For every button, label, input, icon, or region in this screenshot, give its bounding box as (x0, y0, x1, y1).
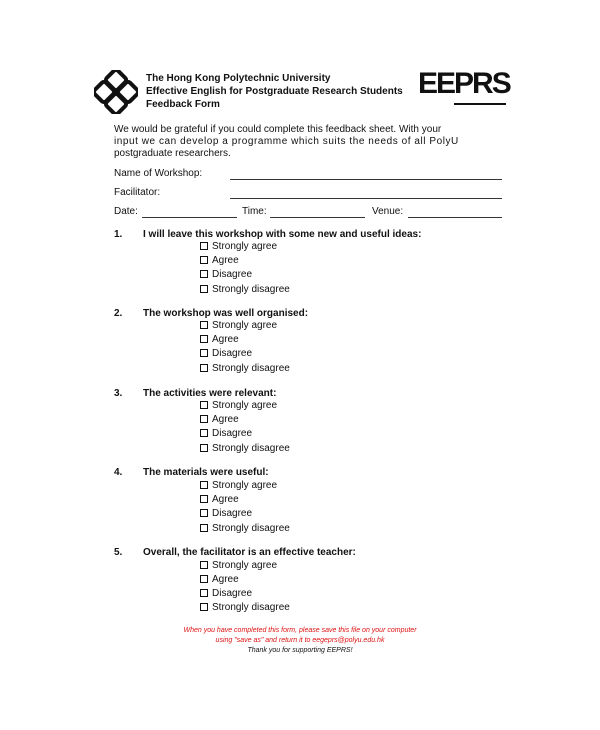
option-label: Strongly disagree (212, 363, 290, 374)
checkbox-icon[interactable] (200, 415, 208, 423)
option-label: Strongly disagree (212, 523, 290, 534)
checkbox-icon[interactable] (200, 285, 208, 293)
checkbox-icon[interactable] (200, 321, 208, 329)
checkbox-icon[interactable] (200, 481, 208, 489)
checkbox-icon[interactable] (200, 561, 208, 569)
time-label: Time: (242, 206, 267, 217)
option-label: Strongly agree (212, 241, 278, 252)
venue-field[interactable] (408, 217, 502, 218)
option-label: Disagree (212, 348, 253, 359)
checkbox-icon[interactable] (200, 603, 208, 611)
option-label: Agree (212, 574, 239, 585)
q1-option-agree[interactable] (200, 255, 239, 267)
document-header (146, 72, 403, 111)
intro-line: input we can develop a programme which suits the needs of all PolyU (114, 136, 459, 147)
footer-line: using "save as" and return it to eegeprs@polyu.edu.hk (215, 637, 385, 644)
course-name: Effective English for Postgraduate Research Students (146, 86, 403, 97)
question-number: 3. (114, 388, 123, 399)
option-label: Disagree (212, 269, 253, 280)
footer-line: When you have completed this form, please save this file on your computer (183, 627, 417, 634)
q5-option-agree[interactable] (200, 574, 239, 586)
option-label: Strongly agree (212, 320, 278, 331)
form-title: Feedback Form (146, 99, 220, 110)
eeprs-logo-text: EEPRS (418, 67, 510, 100)
checkbox-icon[interactable] (200, 444, 208, 452)
footer-instructions (0, 626, 600, 656)
checkbox-icon[interactable] (200, 256, 208, 264)
checkbox-icon[interactable] (200, 364, 208, 372)
q3-option-strongly-agree[interactable] (200, 400, 277, 412)
q2-option-disagree[interactable] (200, 348, 252, 360)
q4-option-strongly-disagree[interactable] (200, 523, 290, 535)
q5-option-strongly-disagree[interactable] (200, 602, 290, 614)
question-number: 4. (114, 467, 123, 478)
intro-line: postgraduate researchers. (114, 148, 231, 159)
eeprs-logo-underline (454, 103, 506, 105)
option-label: Agree (212, 334, 239, 345)
checkbox-icon[interactable] (200, 270, 208, 278)
option-label: Agree (212, 494, 239, 505)
option-label: Disagree (212, 428, 253, 439)
date-field[interactable] (142, 217, 237, 218)
q2-option-agree[interactable] (200, 334, 239, 346)
facilitator-field[interactable] (230, 198, 502, 199)
facilitator-label: Facilitator: (114, 187, 161, 198)
workshop-field[interactable] (230, 179, 502, 180)
date-label: Date: (114, 206, 138, 217)
checkbox-icon[interactable] (200, 589, 208, 597)
option-label: Strongly disagree (212, 284, 290, 295)
q1-option-strongly-disagree[interactable] (200, 284, 290, 296)
option-label: Agree (212, 255, 239, 266)
q3-option-strongly-disagree[interactable] (200, 443, 290, 455)
question-number: 5. (114, 547, 123, 558)
checkbox-icon[interactable] (200, 349, 208, 357)
q2-option-strongly-agree[interactable] (200, 320, 277, 332)
option-label: Strongly agree (212, 560, 278, 571)
intro-line: We would be grateful if you could complete this feedback sheet. With your (114, 124, 442, 135)
university-name: The Hong Kong Polytechnic University (146, 73, 331, 84)
eeprs-logo (418, 66, 510, 110)
q5-option-disagree[interactable] (200, 588, 252, 600)
question-number: 1. (114, 229, 123, 240)
checkbox-icon[interactable] (200, 401, 208, 409)
option-label: Strongly disagree (212, 602, 290, 613)
checkbox-icon[interactable] (200, 495, 208, 503)
checkbox-icon[interactable] (200, 575, 208, 583)
q4-option-strongly-agree[interactable] (200, 480, 277, 492)
checkbox-icon[interactable] (200, 509, 208, 517)
question-text: The activities were relevant: (143, 388, 277, 399)
question-text: I will leave this workshop with some new and useful ideas: (143, 229, 422, 240)
footer-thanks: Thank you for supporting EEPRS! (247, 647, 353, 654)
question-text: The workshop was well organised: (143, 308, 309, 319)
checkbox-icon[interactable] (200, 335, 208, 343)
question-number: 2. (114, 308, 123, 319)
q3-option-disagree[interactable] (200, 428, 252, 440)
q4-option-agree[interactable] (200, 494, 239, 506)
intro-paragraph (114, 124, 474, 160)
option-label: Strongly agree (212, 480, 278, 491)
venue-label: Venue: (372, 206, 404, 217)
q2-option-strongly-disagree[interactable] (200, 363, 290, 375)
checkbox-icon[interactable] (200, 242, 208, 250)
q1-option-disagree[interactable] (200, 269, 252, 281)
question-text: The materials were useful: (143, 467, 269, 478)
question-text: Overall, the facilitator is an effective teacher: (143, 547, 356, 558)
option-label: Agree (212, 414, 239, 425)
option-label: Strongly agree (212, 400, 278, 411)
q3-option-agree[interactable] (200, 414, 239, 426)
q4-option-disagree[interactable] (200, 508, 252, 520)
checkbox-icon[interactable] (200, 429, 208, 437)
q5-option-strongly-agree[interactable] (200, 560, 277, 572)
workshop-label: Name of Workshop: (114, 168, 203, 179)
polyu-logo-icon (94, 70, 138, 114)
option-label: Disagree (212, 508, 253, 519)
checkbox-icon[interactable] (200, 524, 208, 532)
option-label: Disagree (212, 588, 253, 599)
q1-option-strongly-agree[interactable] (200, 241, 277, 253)
option-label: Strongly disagree (212, 443, 290, 454)
time-field[interactable] (270, 217, 365, 218)
